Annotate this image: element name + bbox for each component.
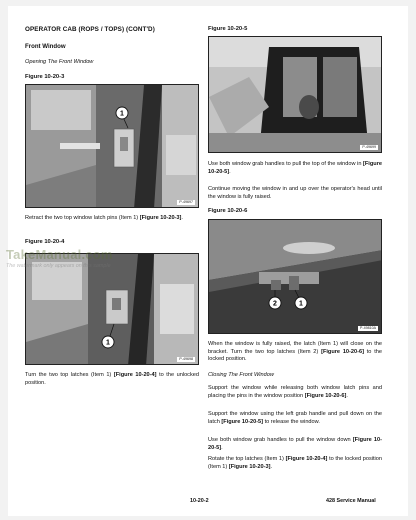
figure-label-10-20-4: Figure 10-20-4 <box>25 239 65 245</box>
figure-label-10-20-6: Figure 10-20-6 <box>208 208 248 214</box>
figure-photo-10-20-3 <box>25 84 199 208</box>
paragraph-pull-window-down: Use both window grab handles to pull the window down [Figure 10-20-5]. <box>208 437 382 451</box>
figure-label-10-20-5: Figure 10-20-5 <box>208 26 248 32</box>
photo-id: P-49810A <box>360 326 376 330</box>
watermark <box>6 247 113 269</box>
photo-id: P-49699 <box>362 145 376 149</box>
callout-1: 1 <box>106 339 110 347</box>
paragraph-retract-latch-pins: Retract the two top window latch pins (Item 1) [Figure 10-20-3]. <box>25 215 183 221</box>
window-latch-photo <box>26 85 199 208</box>
paragraph-left-grab-handle: Support the window using the left grab handle and pull down on the latch [Figure 10-20-5] to release the window. <box>208 411 382 425</box>
figure-photo-10-20-5 <box>208 36 382 153</box>
paragraph-rotate-latches: Rotate the top latches (Item 1) [Figure 10-20-4] to the locked position (Item 1) [Figure 10-20-3]. <box>208 456 383 470</box>
subheading-front-window: Front Window <box>25 43 66 50</box>
paragraph-turn-latches: Turn the two top latches (Item 1) [Figure 10-20-4] to the unlocked position. <box>25 372 200 386</box>
figure-photo-10-20-4 <box>25 253 199 365</box>
photo-id: P-49697 <box>179 200 193 204</box>
paragraph-window-fully-raised: When the window is fully raised, the latch (Item 1) will close on the bracket. Turn the two top latches (Item 2) [Figure 10-20-6] to the locked position. <box>208 341 382 363</box>
callout-2: 2 <box>273 300 277 308</box>
manual-title: 428 Service Manual <box>326 498 376 504</box>
figure-photo-10-20-6 <box>208 219 382 334</box>
raised-window-latch-photo <box>209 220 382 334</box>
heading-closing-window: Closing The Front Window <box>208 372 274 378</box>
watermark-note: The watermark only appears on this sample <box>6 263 111 269</box>
callout-1: 1 <box>299 300 303 308</box>
figure-label-10-20-3: Figure 10-20-3 <box>25 74 65 80</box>
heading-opening-window: Opening The Front Window <box>25 59 94 65</box>
paragraph-pull-window-top: Use both window grab handles to pull the top of the window in [Figure 10-20-5]. <box>208 161 382 175</box>
paragraph-support-window: Support the window while releasing both window latch pins and placing the pins in the window position [Figure 10-20-6]. <box>208 385 382 399</box>
top-latch-photo <box>26 254 199 365</box>
callout-1: 1 <box>120 110 124 118</box>
section-title: OPERATOR CAB (ROPS / TOPS) (CONT'D) <box>25 26 155 33</box>
photo-id: P-49698 <box>179 357 193 361</box>
paragraph-continue-moving: Continue moving the window in and up over the operator's head until the window is fully raised. <box>208 186 382 200</box>
cab-window-photo <box>209 37 382 153</box>
page-number: 10-20-2 <box>190 498 209 504</box>
watermark-brand: TakeManual.com <box>6 247 113 262</box>
